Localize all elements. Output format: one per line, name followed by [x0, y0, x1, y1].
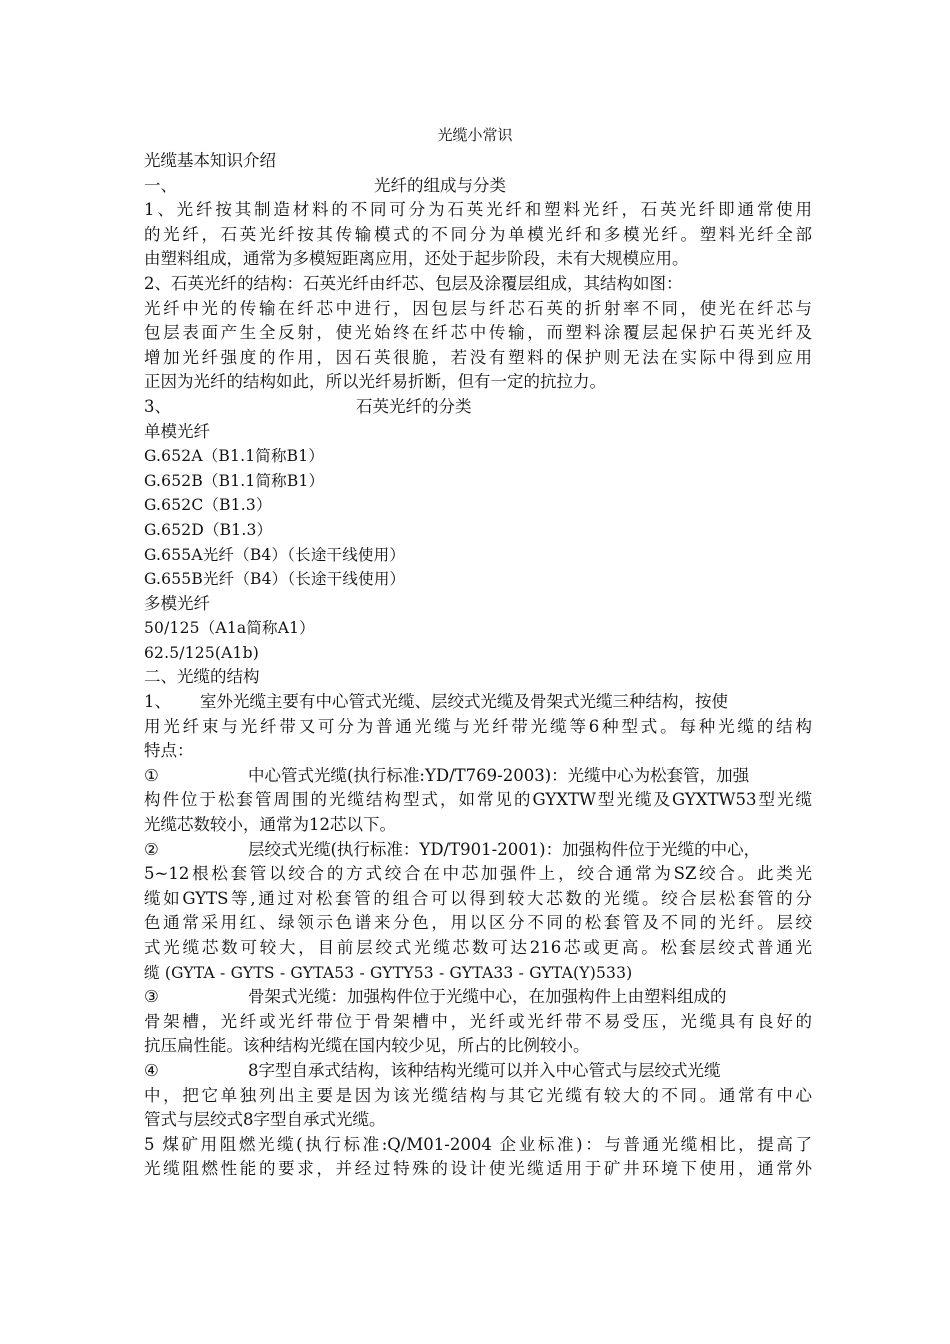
paragraph-line: 的光纤，石英光纤按其传输模式的不同分为单模光纤和多模光纤。塑料光纤全部: [144, 224, 812, 244]
document-body: [144, 149, 812, 1182]
paragraph-line: 缆 (GYTA - GYTS - GYTA53 - GYTY53 - GYTA33 - GYTA(Y)533): [144, 963, 633, 982]
paragraph-line: 中，把它单独列出主要是因为该光缆结构与其它光缆有较大的不同。通常有中心: [144, 1085, 812, 1105]
item-text: 室外光缆主要有中心管式光缆、层绞式光缆及骨架式光缆三种结构，按使: [200, 692, 728, 712]
circled-number: ④: [144, 1060, 159, 1080]
heading-number: 一、: [144, 175, 177, 195]
fiber-type-item: 62.5/125(A1b): [144, 643, 259, 662]
circled-number: ②: [144, 839, 159, 859]
fiber-type-item: G.652C（B1.3）: [144, 496, 272, 515]
fiber-type-item: G.655B光纤（B4）（长途干线使用）: [144, 570, 406, 589]
circled-number: ③: [144, 987, 159, 1007]
paragraph-line: 2、石英光纤的结构：石英光纤由纤芯、包层及涂覆层组成，其结构如图：: [144, 273, 683, 293]
item-text: 层绞式光缆(执行标准：YD/T901-2001)：加强构件位于光缆的中心，: [248, 839, 761, 859]
fiber-type-item: G.652B（B1.1简称B1）: [144, 471, 325, 490]
heading-text: 光纤的组成与分类: [374, 175, 506, 195]
section-heading-1: [144, 174, 812, 199]
paragraph-line: 特点：: [144, 741, 194, 761]
document-title: 光缆小常识: [437, 126, 513, 144]
section-heading-2: 二、光缆的结构: [144, 667, 260, 687]
paragraph-line: 色通常采用红、绿领示色谱来分色，用以区分不同的松套管及不同的光纤。层绞: [144, 913, 812, 933]
paragraph-line: 5~12根松套管以绞合的方式绞合在中芯加强件上，绞合通常为SZ绞合。此类光: [144, 864, 812, 884]
paragraph-line: 构件位于松套管周围的光缆结构型式，如常见的GYXTW型光缆及GYXTW53型光缆: [144, 790, 812, 810]
heading-number: 3、: [144, 396, 171, 416]
list-heading: 单模光纤: [144, 421, 210, 441]
item-text: 8字型自承式结构，该种结构光缆可以并入中心管式与层绞式光缆: [248, 1060, 721, 1080]
section-heading: 光缆基本知识介绍: [144, 151, 276, 170]
paragraph-line: 光纤中光的传输在纤芯中进行，因包层与纤芯石英的折射率不同，使光在纤芯与: [144, 298, 812, 318]
paragraph-line: [144, 690, 812, 715]
paragraph-line: 光缆阻燃性能的要求，并经过特殊的设计使光缆适用于矿井环境下使用，通常外: [144, 1159, 812, 1179]
subsection-heading-3: [144, 395, 812, 420]
paragraph-line: 包层表面产生全反射，使光始终在纤芯中传输，而塑料涂覆层起保护石英光纤及: [144, 323, 812, 343]
paragraph-line: 5 煤矿用阻燃光缆(执行标准:Q/M01-2004 企业标准)：与普通光缆相比，提高了: [144, 1134, 812, 1154]
list-heading: 多模光纤: [144, 593, 210, 613]
paragraph-line: 缆如GYTS等,通过对松套管的组合可以得到较大芯数的光缆。绞合层松套管的分: [144, 888, 812, 908]
paragraph-line: 式光缆芯数可较大，目前层绞式光缆芯数可达216芯或更高。松套层绞式普通光: [144, 938, 812, 957]
item-text: 骨架式光缆：加强构件位于光缆中心，在加强构件上由塑料组成的: [248, 987, 727, 1007]
list-item-1: [144, 764, 812, 789]
paragraph-line: 增加光纤强度的作用，因石英很脆，若没有塑料的保护则无法在实际中得到应用: [144, 347, 812, 367]
circled-number: ①: [144, 765, 159, 785]
heading-text: 石英光纤的分类: [356, 396, 472, 416]
list-item-2: [144, 838, 812, 863]
paragraph-line: 光缆芯数较小，通常为12芯以下。: [144, 815, 396, 835]
paragraph-line: 骨架槽，光纤或光纤带位于骨架槽中，光纤或光纤带不易受压，光缆具有良好的: [144, 1011, 812, 1031]
item-number: 1、: [144, 692, 171, 712]
paragraph-line: 管式与层绞式8字型自承式光缆。: [144, 1110, 386, 1130]
fiber-type-item: G.652A（B1.1简称B1）: [144, 447, 325, 466]
fiber-type-item: G.655A光纤（B4）（长途干线使用）: [144, 545, 406, 564]
paragraph-line: 用光纤束与光纤带又可分为普通光缆与光纤带光缆等6种型式。每种光缆的结构: [144, 716, 812, 736]
fiber-type-item: G.652D（B1.3）: [144, 520, 273, 539]
fiber-type-item: 50/125（A1a简称A1）: [144, 619, 315, 638]
paragraph-line: 由塑料组成，通常为多模短距离应用，还处于起步阶段，未有大规模应用。: [144, 249, 689, 269]
paragraph-line: 抗压扁性能。该种结构光缆在国内较少见，所占的比例较小。: [144, 1036, 590, 1056]
item-text: 中心管式光缆(执行标准:YD/T769-2003)：光缆中心为松套管，加强: [248, 765, 750, 785]
list-item-3: [144, 985, 812, 1010]
list-item-4: [144, 1059, 812, 1084]
paragraph-line: 1、光纤按其制造材料的不同可分为石英光纤和塑料光纤，石英光纤即通常使用: [144, 200, 812, 220]
paragraph-line: 正因为光纤的结构如此，所以光纤易折断，但有一定的抗拉力。: [144, 372, 606, 392]
